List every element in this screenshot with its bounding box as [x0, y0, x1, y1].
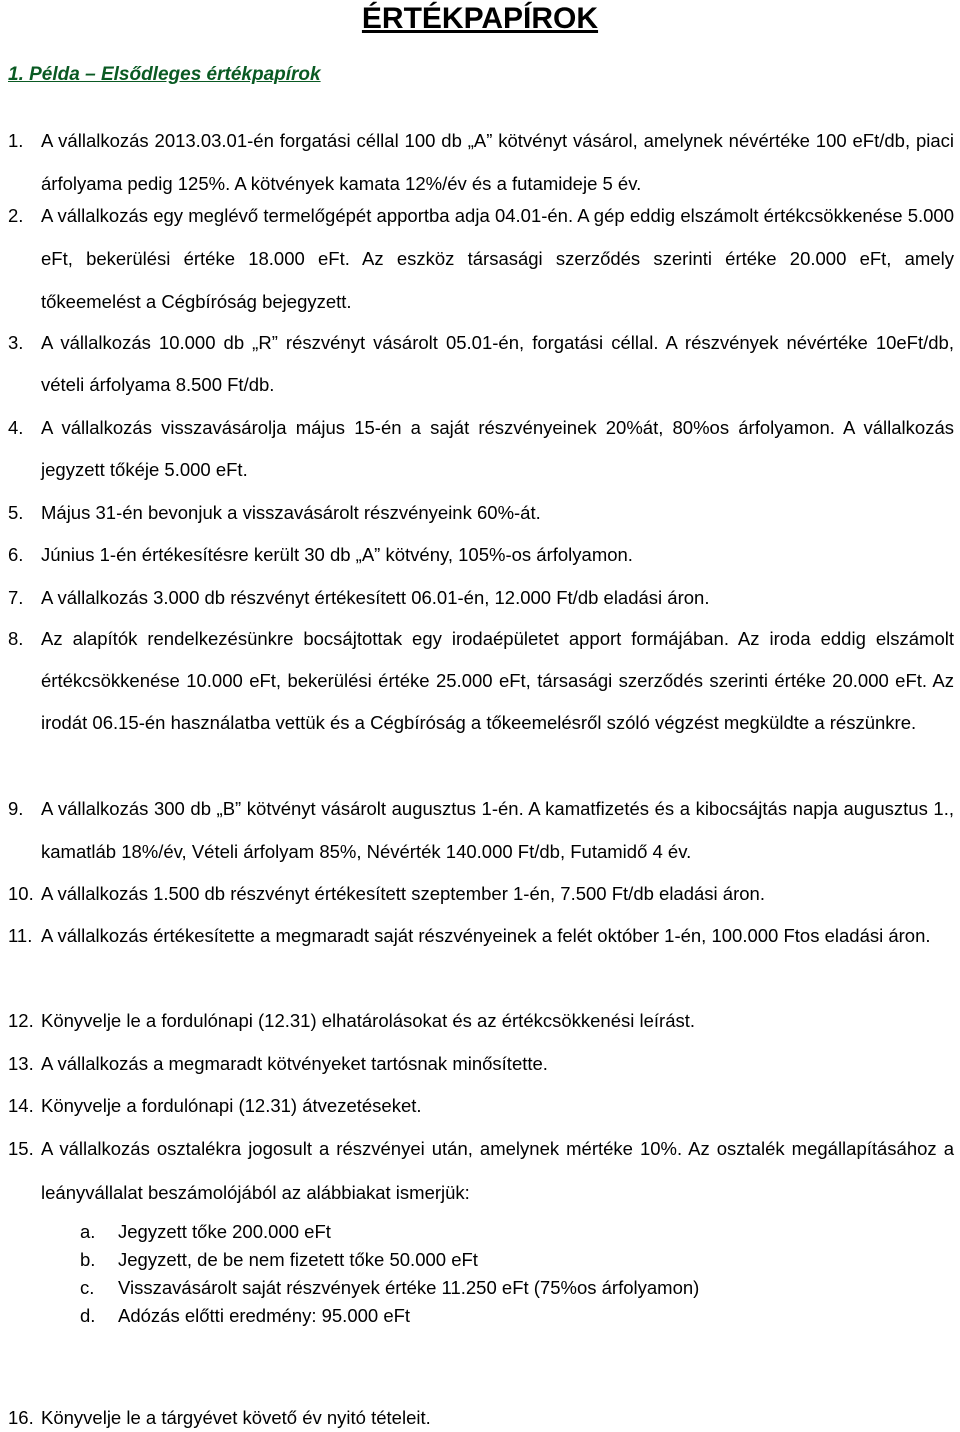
sub-item-text: Visszavásárolt saját részvények értéke 11.250 eFt (75%os árfolyamon) [118, 1277, 700, 1298]
item-number: 6. [8, 544, 24, 565]
list-item [8, 1127, 954, 1215]
list-item [8, 194, 954, 323]
item-number: 11. [8, 925, 33, 946]
item-text: Könyvelje le a fordulónapi (12.31) elhatárolásokat és az értékcsökkenési leírást. [41, 1010, 696, 1031]
item-number: 5. [8, 502, 24, 523]
item-text: A vállalkozás 10.000 db „R” részvényt vásárolt 05.01-én, forgatási céllal. A részvények névértéke 10eFt/db, vételi árfolyama 8.500 Ft/db. [41, 332, 954, 395]
item-number: 15. [8, 1138, 34, 1159]
item-number: 4. [8, 417, 24, 438]
item-text: A vállalkozás a megmaradt kötvényeket tartósnak minősítette. [41, 1053, 548, 1074]
sub-item-letter: a. [80, 1221, 96, 1242]
list-item [8, 322, 954, 406]
sub-item-letter: d. [80, 1305, 96, 1326]
item-text: A vállalkozás 1.500 db részvényt értékesített szeptember 1-én, 7.500 Ft/db eladási áron. [41, 883, 765, 904]
item-number: 7. [8, 587, 24, 608]
item-text: A vállalkozás visszavásárolja május 15-én a saját részvényeinek 20%át, 80%os árfolyamon. A vállalkozás jegyzett tőkéje 5.000 eFt. [41, 417, 954, 480]
item-text: Az alapítók rendelkezésünkre bocsájtottak egy irodaépületet apport formájában. Az iroda eddig elszámolt értékcsökkenése 10.000 eFt, bekerülési értéke 25.000 eFt, társasági szerződés szerinti értéke 20.000 eFt. Az irodát 06.15-én használatba vettük és a Cégbíróság a tőkeemelésről szóló végzést megküldte a részünkre. [41, 628, 954, 733]
sub-item-letter: b. [80, 1249, 96, 1270]
sub-item-text: Jegyzett tőke 200.000 eFt [118, 1221, 331, 1242]
sub-item-text: Jegyzett, de be nem fizetett tőke 50.000 eFt [118, 1249, 478, 1270]
item-text: A vállalkozás egy meglévő termelőgépét apportba adja 04.01-én. A gép eddig elszámolt értékcsökkenése 5.000 eFt, bekerülési értéke 18.000 eFt. Az eszköz társasági szerződés szerinti értéke 20.000 eFt, amely tőkeemelést a Cégbíróság bejegyzett. [41, 205, 954, 312]
list-item [8, 492, 954, 534]
item-text: A vállalkozás 3.000 db részvényt értékesített 06.01-én, 12.000 Ft/db eladási áron. [41, 587, 710, 608]
sub-list-item [80, 1277, 699, 1299]
item-number: 8. [8, 628, 24, 649]
list-item [8, 119, 954, 205]
item-text: Június 1-én értékesítésre került 30 db „A” kötvény, 105%-os árfolyamon. [41, 544, 633, 565]
item-number: 12. [8, 1010, 34, 1031]
list-item [8, 1043, 954, 1085]
item-number: 1. [8, 130, 24, 151]
sub-list-item [80, 1249, 478, 1271]
item-text: A vállalkozás 2013.03.01-én forgatási céllal 100 db „A” kötvényt vásárol, amelynek névértéke 100 eFt/db, piaci árfolyama pedig 125%. A kötvények kamata 12%/év és a futamideje 5 év. [41, 130, 954, 194]
item-text: A vállalkozás 300 db „B” kötvényt vásárolt augusztus 1-én. A kamatfizetés és a kibocsájtás napja augusztus 1., kamatláb 18%/év, Vételi árfolyam 85%, Névérték 140.000 Ft/db, Futamidő 4 év. [41, 798, 954, 862]
item-number: 16. [8, 1407, 34, 1428]
item-number: 13. [8, 1053, 34, 1074]
list-item [8, 1000, 954, 1042]
sub-item-letter: c. [80, 1277, 95, 1298]
sub-item-text: Adózás előtti eredmény: 95.000 eFt [118, 1305, 411, 1326]
list-item [8, 873, 954, 915]
list-item [8, 915, 954, 957]
list-item [8, 1085, 954, 1127]
list-item [8, 1406, 954, 1430]
sub-list-item [80, 1221, 331, 1243]
list-item [8, 534, 954, 576]
item-number: 2. [8, 205, 24, 226]
item-number: 10. [8, 883, 34, 904]
sub-list-item [80, 1305, 410, 1327]
list-item [8, 618, 954, 744]
item-number: 14. [8, 1095, 34, 1116]
list-item [8, 787, 954, 873]
item-text: A vállalkozás osztalékra jogosult a részvényei után, amelynek mértéke 10%. Az osztalék megállapításához a leányvállalat beszámolójából az alábbiakat ismerjük: [41, 1138, 954, 1203]
item-text: Könyvelje a fordulónapi (12.31) átvezetéseket. [41, 1095, 422, 1116]
item-text: A vállalkozás értékesítette a megmaradt saját részvényeinek a felét október 1-én, 100.000 Ftos eladási áron. [41, 925, 931, 946]
item-number: 3. [8, 332, 24, 353]
item-text: Május 31-én bevonjuk a visszavásárolt részvényeink 60%-át. [41, 502, 541, 523]
list-item [8, 577, 954, 619]
page-title: ÉRTÉKPAPÍROK [361, 2, 599, 35]
item-number: 9. [8, 798, 24, 819]
item-text: Könyvelje le a tárgyévet követő év nyitó tételeit. [41, 1407, 431, 1428]
example-subtitle: 1. Példa – Elsődleges értékpapírok [8, 64, 321, 85]
list-item [8, 407, 954, 491]
